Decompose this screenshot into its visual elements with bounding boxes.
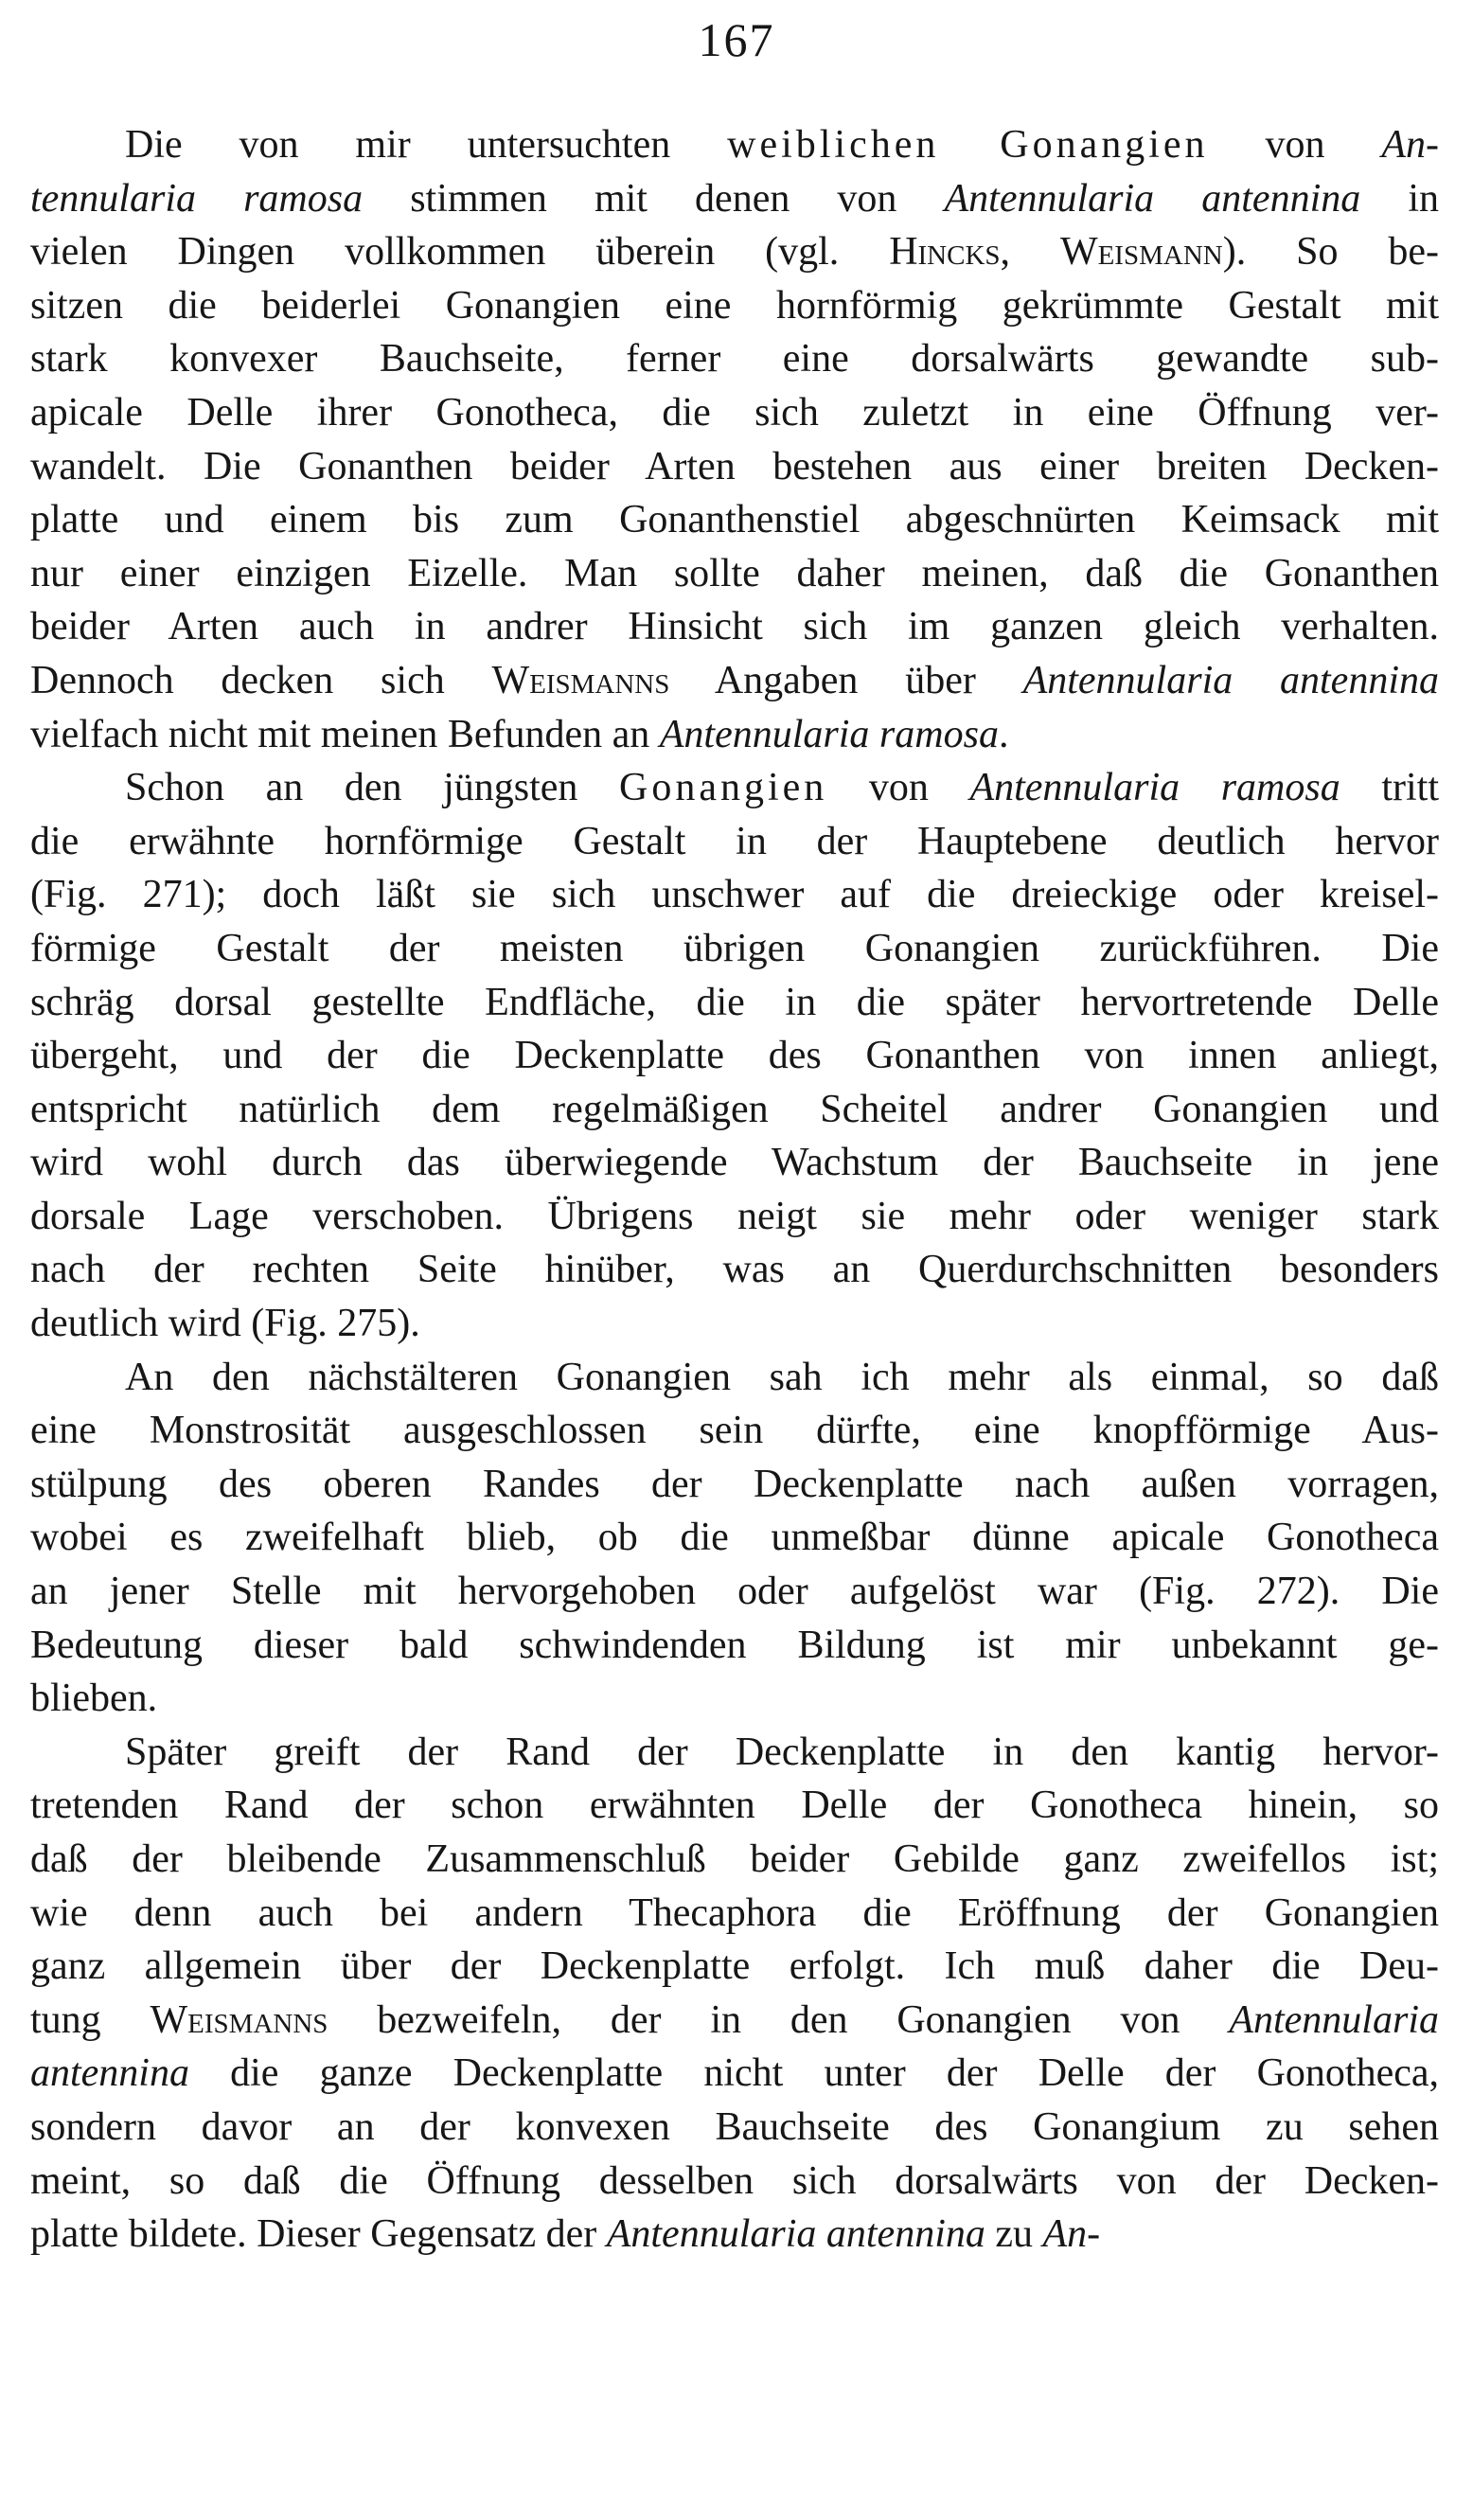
paragraph-4 <box>30 1726 1439 2262</box>
text-segment: beider Arten auch in andrer Hinsicht sich im ganzen gleich verhalten. <box>30 605 1439 649</box>
text-line <box>30 1083 1439 1137</box>
text-segment: zu <box>985 2212 1043 2257</box>
text-line <box>30 1511 1439 1565</box>
author-name: Weismanns <box>150 1997 328 2042</box>
text-segment: platte bildete. Dieser Gegensatz der <box>30 2212 607 2257</box>
text-line <box>30 1029 1439 1083</box>
text-line <box>30 2155 1439 2209</box>
text-segment: von <box>1208 123 1382 167</box>
text-line <box>30 1672 1439 1726</box>
text-line <box>30 654 1439 708</box>
text-segment: wandelt. Die Gonanthen beider Arten bestehen aus einer breiten Decken- <box>30 444 1439 488</box>
text-segment: dorsale Lage verschoben. Übrigens neigt sie mehr oder weniger stark <box>30 1194 1439 1238</box>
text-line <box>30 922 1439 976</box>
italic-text: An- <box>1042 2212 1101 2257</box>
text-line <box>30 386 1439 440</box>
text-segment: eine Monstrosität ausgeschlossen sein dürfte, eine knopfförmige Aus- <box>30 1409 1439 1453</box>
text-line <box>30 172 1439 226</box>
text-segment: sitzen die beiderlei Gonangien eine hornförmig gekrümmte Gestalt mit <box>30 283 1439 328</box>
text-segment: tretenden Rand der schon erwähnten Delle der Gonotheca hinein, so <box>30 1784 1439 1828</box>
text-line <box>30 1136 1439 1190</box>
text-line <box>30 1726 1439 1780</box>
text-segment: schräg dorsal gestellte Endfläche, die in die später hervortretende Delle <box>30 980 1439 1024</box>
italic-text: Antennularia antennina <box>944 176 1361 221</box>
italic-text: tennularia ramosa <box>30 176 364 221</box>
text-segment: sondern davor an der konvexen Bauchseite des Gonangium zu sehen <box>30 2104 1439 2149</box>
italic-text: Antennularia antennina <box>606 2212 985 2257</box>
text-segment: An den nächstälteren Gonangien sah ich mehr als einmal, so daß <box>125 1355 1439 1399</box>
italic-text: antennina <box>30 2051 189 2096</box>
paragraph-1 <box>30 118 1439 761</box>
text-segment: Bedeutung dieser bald schwindenden Bildung ist mir unbekannt ge- <box>30 1623 1439 1667</box>
text-segment: tritt <box>1340 766 1439 810</box>
text-segment: ganz allgemein über der Deckenplatte erfolgt. Ich muß daher die Deu- <box>30 1944 1439 1989</box>
text-line <box>30 1404 1439 1458</box>
text-segment: vielfach nicht mit meinen Befunden an <box>30 712 660 756</box>
text-segment: an jener Stelle mit hervorgehoben oder aufgelöst war (Fig. 272). Die <box>30 1570 1439 1614</box>
text-segment: apicale Delle ihrer Gonotheca, die sich zuletzt in eine Öffnung ver- <box>30 390 1439 435</box>
text-line <box>30 1619 1439 1673</box>
text-segment: Die von mir untersuchten <box>125 123 728 167</box>
text-segment: Später greift der Rand der Deckenplatte in den kantig hervor- <box>125 1730 1439 1774</box>
paragraph-2 <box>30 761 1439 1351</box>
text-segment: die ganze Deckenplatte nicht unter der Delle der Gonotheca, <box>188 2051 1439 2096</box>
text-segment: stark konvexer Bauchseite, ferner eine dorsalwärts gewandte sub- <box>30 337 1439 382</box>
author-name: Weismann <box>1059 230 1223 275</box>
text-segment: von <box>827 766 970 810</box>
text-line <box>30 1190 1439 1244</box>
text-line <box>30 118 1439 172</box>
text-segment: vielen Dingen vollkommen überein (vgl. <box>30 230 890 275</box>
text-segment: . <box>998 712 1009 756</box>
text-segment: (Fig. 271); doch läßt sie sich unschwer auf die dreieckige oder kreisel- <box>30 873 1439 917</box>
italic-text: Antennularia antennina <box>1022 658 1439 702</box>
italic-text: Antennularia ramosa <box>659 712 999 756</box>
text-segment: platte und einem bis zum Gonanthenstiel abgeschnürten Keimsack mit <box>30 498 1439 542</box>
spaced-text: Gonangien <box>618 766 828 810</box>
text-line <box>30 493 1439 547</box>
text-line <box>30 868 1439 922</box>
text-line <box>30 547 1439 601</box>
text-line <box>30 2208 1439 2262</box>
paragraph-3 <box>30 1351 1439 1726</box>
text-line <box>30 708 1439 762</box>
italic-text: An- <box>1381 123 1439 167</box>
text-segment: Schon an den jüngsten <box>125 766 619 810</box>
text-line <box>30 1458 1439 1512</box>
text-segment: wobei es zweifelhaft blieb, ob die unmeßbar dünne apicale Gonotheca <box>30 1516 1439 1560</box>
text-line <box>30 600 1439 654</box>
text-segment: wird wohl durch das überwiegende Wachstum der Bauchseite in jene <box>30 1141 1439 1185</box>
text-line <box>30 1243 1439 1297</box>
text-line <box>30 225 1439 279</box>
text-segment: entspricht natürlich dem regelmäßigen Scheitel andrer Gonangien und <box>30 1087 1439 1131</box>
text-line <box>30 1940 1439 1994</box>
text-line <box>30 2047 1439 2101</box>
text-line <box>30 1887 1439 1941</box>
text-segment: Angaben über <box>669 658 1023 702</box>
text-segment: wie denn auch bei andern Thecaphora die Eröffnung der Gonangien <box>30 1890 1439 1935</box>
italic-text: Antennularia ramosa <box>969 766 1340 810</box>
text-line <box>30 332 1439 386</box>
text-segment: deutlich wird (Fig. 275). <box>30 1302 420 1346</box>
text-segment: förmige Gestalt der meisten übrigen Gonangien zurückführen. Die <box>30 926 1439 970</box>
text-line <box>30 1779 1439 1833</box>
text-segment: übergeht, und der die Deckenplatte des Gonanthen von innen anliegt, <box>30 1034 1439 1078</box>
text-segment: daß der bleibende Zusammenschluß beider Gebilde ganz zweifellos ist; <box>30 1837 1439 1881</box>
text-line <box>30 1833 1439 1887</box>
italic-text: Antennularia <box>1229 1997 1439 2042</box>
text-segment: , <box>1000 230 1060 275</box>
text-line <box>30 976 1439 1030</box>
spaced-text: weiblichen Gonangien <box>727 123 1209 167</box>
body-text <box>30 118 1439 2262</box>
text-segment: Dennoch decken sich <box>30 658 492 702</box>
text-line <box>30 279 1439 333</box>
text-segment: stülpung des oberen Randes der Deckenplatte nach außen vorragen, <box>30 1462 1439 1506</box>
text-line <box>30 1565 1439 1619</box>
text-line <box>30 815 1439 869</box>
author-name: Weismanns <box>491 658 670 702</box>
text-segment: tung <box>30 1997 151 2042</box>
text-segment: die erwähnte hornförmige Gestalt in der Hauptebene deutlich hervor <box>30 819 1439 863</box>
text-segment: meint, so daß die Öffnung desselben sich dorsalwärts von der Decken- <box>30 2158 1439 2203</box>
text-segment: bezweifeln, der in den Gonangien von <box>328 1997 1230 2042</box>
text-segment: nur einer einzigen Eizelle. Man sollte daher meinen, daß die Gonanthen <box>30 551 1439 595</box>
author-name: Hincks <box>889 230 1001 275</box>
page-number: 167 <box>698 13 775 66</box>
text-line <box>30 2101 1439 2155</box>
text-line <box>30 1994 1439 2048</box>
text-line <box>30 440 1439 494</box>
text-segment: ). So be- <box>1222 230 1439 275</box>
text-segment: blieben. <box>30 1677 158 1721</box>
text-line <box>30 761 1439 815</box>
text-line <box>30 1351 1439 1405</box>
text-segment: nach der rechten Seite hinüber, was an Querdurchschnitten besonders <box>30 1248 1439 1292</box>
text-segment: in <box>1360 176 1439 221</box>
text-line <box>30 1297 1439 1351</box>
text-segment: stimmen mit denen von <box>363 176 945 221</box>
